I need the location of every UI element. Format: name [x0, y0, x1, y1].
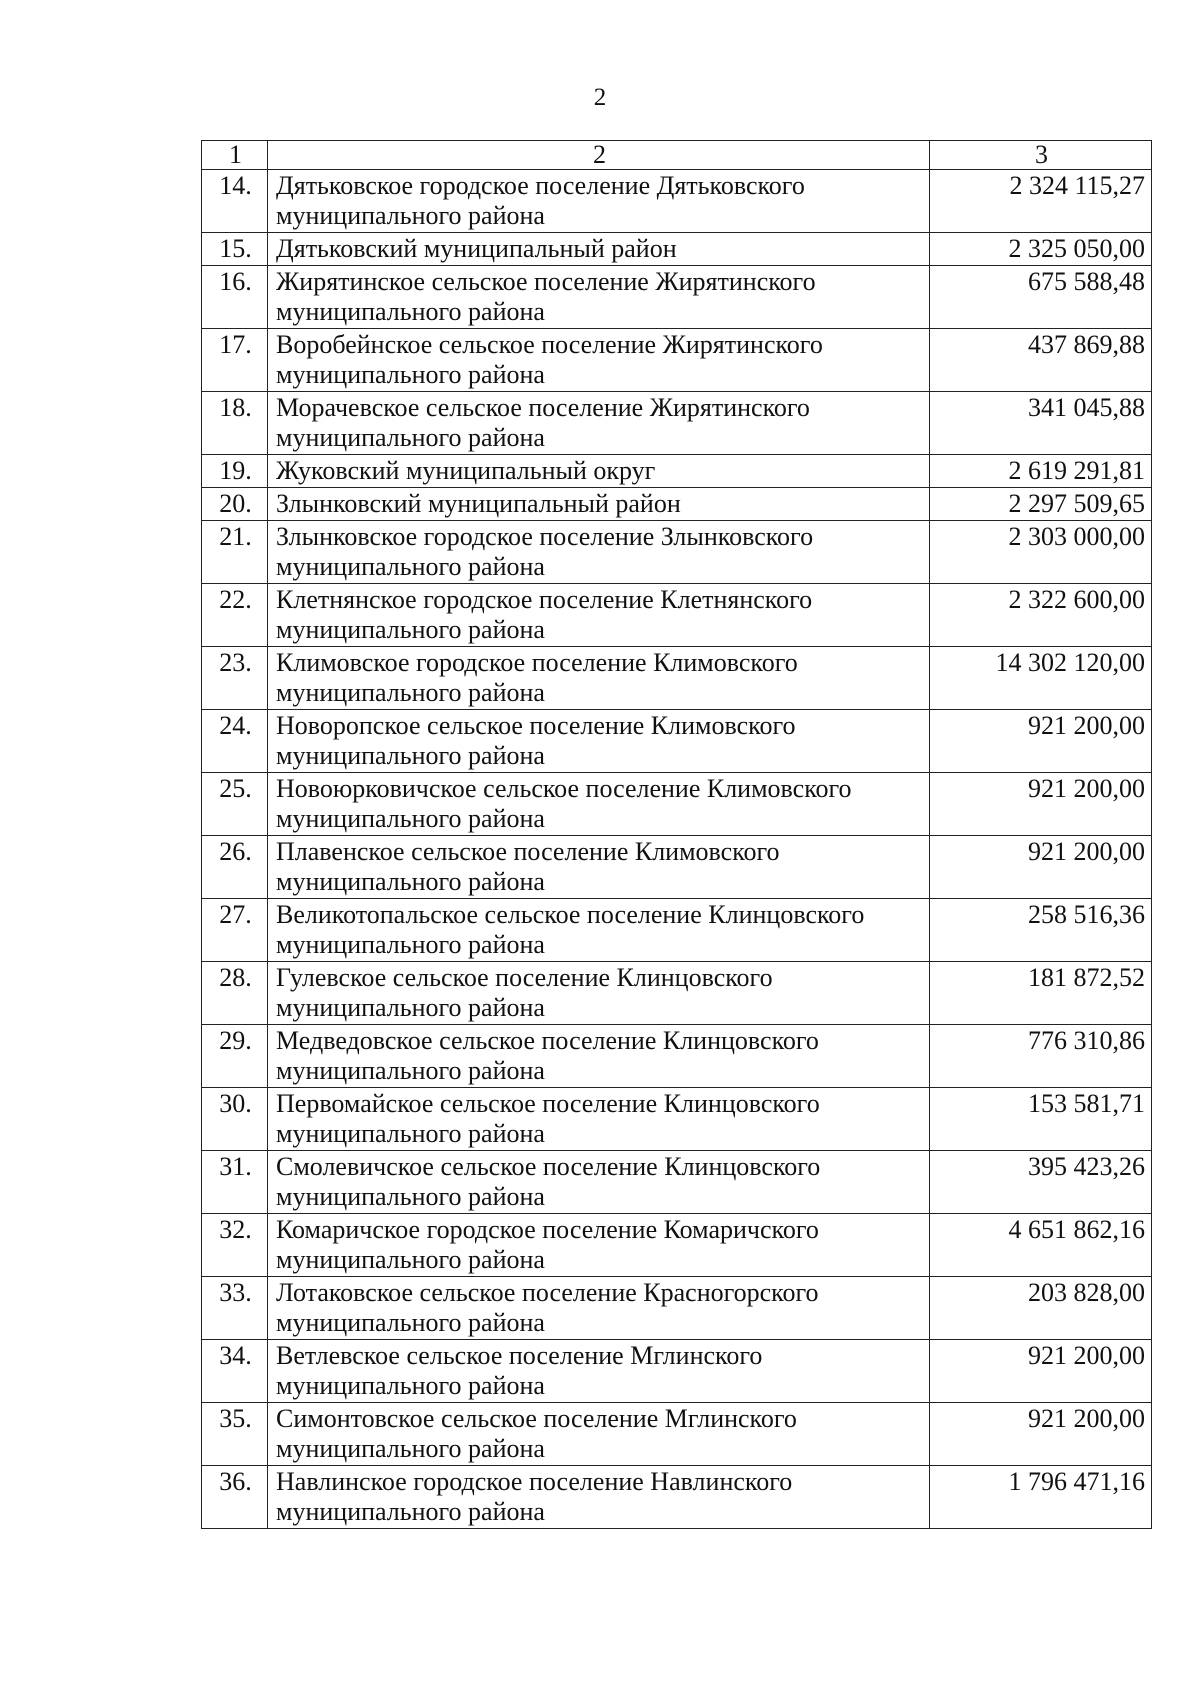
amount-value: 395 423,26 [930, 1151, 1152, 1214]
municipality-name: Ветлевское сельское поселение Мглинского муниципального района [268, 1340, 930, 1403]
amount-value: 2 325 050,00 [930, 233, 1152, 266]
amount-value: 4 651 862,16 [930, 1214, 1152, 1277]
table-header-row [202, 141, 1152, 170]
municipality-name: Жирятинское сельское поселение Жирятинского муниципального района [268, 266, 930, 329]
table-row [202, 647, 1152, 710]
municipality-name: Жуковский муниципальный округ [268, 455, 930, 488]
amount-value: 776 310,86 [930, 1025, 1152, 1088]
allocation-table [201, 140, 1152, 1529]
municipality-name: Гулевское сельское поселение Клинцовского муниципального района [268, 962, 930, 1025]
amount-value: 2 303 000,00 [930, 521, 1152, 584]
amount-value: 921 200,00 [930, 836, 1152, 899]
municipality-name: Великотопальское сельское поселение Клинцовского муниципального района [268, 899, 930, 962]
column-header-number: 1 [202, 141, 268, 170]
table-row [202, 1151, 1152, 1214]
table-row [202, 455, 1152, 488]
row-number: 14. [202, 170, 268, 233]
table-row [202, 836, 1152, 899]
table-row [202, 1340, 1152, 1403]
row-number: 20. [202, 488, 268, 521]
row-number: 24. [202, 710, 268, 773]
municipality-name: Первомайское сельское поселение Клинцовского муниципального района [268, 1088, 930, 1151]
table-row [202, 710, 1152, 773]
row-number: 33. [202, 1277, 268, 1340]
table-row [202, 233, 1152, 266]
amount-value: 921 200,00 [930, 773, 1152, 836]
municipality-name: Лотаковское сельское поселение Красногорского муниципального района [268, 1277, 930, 1340]
municipality-name: Симонтовское сельское поселение Мглинского муниципального района [268, 1403, 930, 1466]
table-row [202, 266, 1152, 329]
municipality-name: Злынковский муниципальный район [268, 488, 930, 521]
table-row [202, 329, 1152, 392]
table-row [202, 521, 1152, 584]
table-row [202, 1466, 1152, 1529]
row-number: 18. [202, 392, 268, 455]
table-row [202, 1088, 1152, 1151]
amount-value: 203 828,00 [930, 1277, 1152, 1340]
municipality-name: Климовское городское поселение Климовского муниципального района [268, 647, 930, 710]
table-row [202, 392, 1152, 455]
row-number: 27. [202, 899, 268, 962]
amount-value: 14 302 120,00 [930, 647, 1152, 710]
municipality-name: Навлинское городское поселение Навлинского муниципального района [268, 1466, 930, 1529]
amount-value: 181 872,52 [930, 962, 1152, 1025]
table-row [202, 1277, 1152, 1340]
row-number: 19. [202, 455, 268, 488]
amount-value: 2 322 600,00 [930, 584, 1152, 647]
table-row [202, 773, 1152, 836]
table-row [202, 1403, 1152, 1466]
row-number: 25. [202, 773, 268, 836]
row-number: 26. [202, 836, 268, 899]
amount-value: 1 796 471,16 [930, 1466, 1152, 1529]
row-number: 30. [202, 1088, 268, 1151]
table-row [202, 1025, 1152, 1088]
table-row [202, 1214, 1152, 1277]
row-number: 36. [202, 1466, 268, 1529]
amount-value: 921 200,00 [930, 1340, 1152, 1403]
table-row [202, 962, 1152, 1025]
municipality-name: Медведовское сельское поселение Клинцовского муниципального района [268, 1025, 930, 1088]
row-number: 15. [202, 233, 268, 266]
amount-value: 341 045,88 [930, 392, 1152, 455]
column-header-amount: 3 [930, 141, 1152, 170]
municipality-name: Новоропское сельское поселение Климовского муниципального района [268, 710, 930, 773]
row-number: 16. [202, 266, 268, 329]
table-row [202, 899, 1152, 962]
municipality-name: Новоюрковичское сельское поселение Климовского муниципального района [268, 773, 930, 836]
amount-value: 675 588,48 [930, 266, 1152, 329]
row-number: 31. [202, 1151, 268, 1214]
municipality-name: Смолевичское сельское поселение Клинцовского муниципального района [268, 1151, 930, 1214]
row-number: 32. [202, 1214, 268, 1277]
municipality-name: Плавенское сельское поселение Климовского муниципального района [268, 836, 930, 899]
municipality-name: Комаричское городское поселение Комаричского муниципального района [268, 1214, 930, 1277]
amount-value: 437 869,88 [930, 329, 1152, 392]
municipality-name: Морачевское сельское поселение Жирятинского муниципального района [268, 392, 930, 455]
table-body [202, 170, 1152, 1529]
row-number: 17. [202, 329, 268, 392]
row-number: 35. [202, 1403, 268, 1466]
amount-value: 2 297 509,65 [930, 488, 1152, 521]
amount-value: 2 324 115,27 [930, 170, 1152, 233]
page-number: 2 [593, 84, 607, 111]
row-number: 23. [202, 647, 268, 710]
amount-value: 258 516,36 [930, 899, 1152, 962]
table-row [202, 170, 1152, 233]
municipality-name: Воробейнское сельское поселение Жирятинского муниципального района [268, 329, 930, 392]
municipality-name: Дятьковский муниципальный район [268, 233, 930, 266]
municipality-name: Клетнянское городское поселение Клетнянского муниципального района [268, 584, 930, 647]
row-number: 29. [202, 1025, 268, 1088]
row-number: 28. [202, 962, 268, 1025]
amount-value: 2 619 291,81 [930, 455, 1152, 488]
table-row [202, 584, 1152, 647]
municipality-name: Злынковское городское поселение Злынковского муниципального района [268, 521, 930, 584]
table-row [202, 488, 1152, 521]
amount-value: 153 581,71 [930, 1088, 1152, 1151]
amount-value: 921 200,00 [930, 710, 1152, 773]
row-number: 22. [202, 584, 268, 647]
column-header-name: 2 [268, 141, 930, 170]
row-number: 34. [202, 1340, 268, 1403]
amount-value: 921 200,00 [930, 1403, 1152, 1466]
municipality-name: Дятьковское городское поселение Дятьковского муниципального района [268, 170, 930, 233]
row-number: 21. [202, 521, 268, 584]
